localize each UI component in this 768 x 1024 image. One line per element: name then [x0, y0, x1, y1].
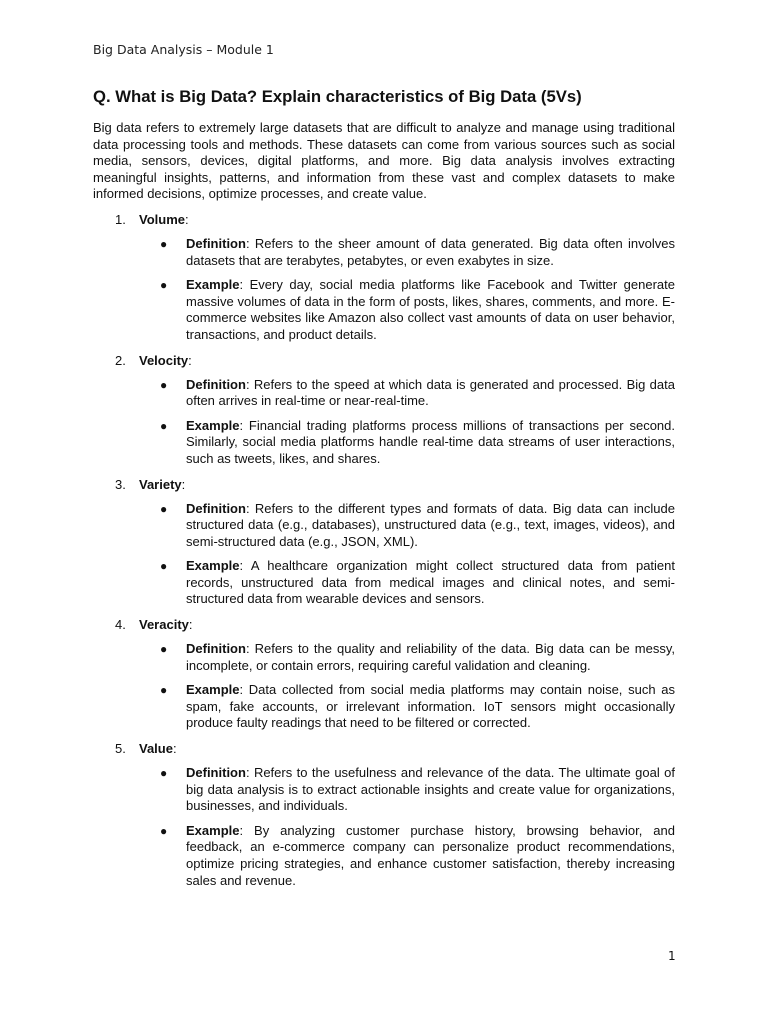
example-label: Example [186, 822, 240, 838]
bullet-icon: ● [160, 418, 168, 433]
page-header: Big Data Analysis – Module 1 [93, 42, 274, 57]
characteristic-number: 1. [115, 211, 126, 227]
characteristic-points [93, 501, 675, 609]
bullet-icon: ● [160, 683, 168, 698]
characteristic-points [93, 765, 675, 889]
characteristic-heading: 2. Velocity: [115, 352, 192, 368]
example-text: : By analyzing customer purchase history, browsing behavior, and feedback, an e-commerce company can personalize product recommendations, optimize pricing strategies, and enhance customer satisfaction, thereby increasing sales and revenue. [186, 822, 675, 888]
example-point [93, 277, 675, 343]
bullet-icon: ● [160, 377, 168, 392]
example-text: : Financial trading platforms process millions of transactions per second. Similarly, social media platforms handle real-time data streams of user interactions, such as tweets, likes, and shares. [186, 417, 675, 466]
bullet-icon: ● [160, 642, 168, 657]
characteristic-name: Velocity [139, 352, 189, 368]
definition-label: Definition [186, 376, 246, 392]
bullet-icon: ● [160, 236, 168, 251]
characteristic-name: Veracity [139, 617, 189, 633]
example-label: Example [186, 277, 240, 293]
characteristic-name: Variety [139, 476, 182, 492]
example-text: : Data collected from social media platforms may contain noise, such as spam, fake accounts, or irrelevant information. IoT sensors might occasionally produce faulty readings that need to be filtered or corrected. [186, 682, 675, 731]
definition-point [93, 765, 675, 815]
characteristic-item [93, 740, 675, 889]
characteristic-points [93, 641, 675, 732]
characteristic-points [93, 236, 675, 344]
characteristic-heading: 5. Value: [115, 741, 177, 757]
characteristic-number: 5. [115, 741, 126, 757]
characteristics-list [93, 211, 675, 889]
question-heading: Q. What is Big Data? Explain characteristics of Big Data (5Vs) [93, 87, 582, 106]
definition-text: : Refers to the quality and reliability of the data. Big data can be messy, incomplete, or contain errors, requiring careful validation and cleaning. [186, 641, 675, 673]
characteristic-item [93, 211, 675, 344]
example-label: Example [186, 558, 240, 574]
example-label: Example [186, 417, 240, 433]
characteristic-number: 2. [115, 352, 126, 368]
characteristic-item [93, 616, 675, 732]
example-text: : Every day, social media platforms like Facebook and Twitter generate massive volumes of data in the form of posts, likes, shares, comments, and more. E-commerce websites like Amazon also collect vast amounts of data on user behavior, transactions, and product details. [186, 277, 675, 342]
intro-paragraph: Big data refers to extremely large datasets that are difficult to analyze and manage using traditional data processing tools and methods. These datasets can come from various sources such as social media, sensors, devices, digital platforms, and more. Big data analysis involves extracting meaningful insights, patterns, and information from these vast and complex datasets to make informed decisions, optimize processes, and create value. [93, 120, 675, 202]
bullet-icon: ● [160, 766, 168, 781]
characteristic-item [93, 476, 675, 609]
characteristic-heading: 1. Volume: [115, 211, 189, 227]
definition-label: Definition [186, 500, 246, 516]
definition-label: Definition [186, 641, 246, 657]
characteristic-heading: 4. Veracity: [115, 617, 193, 633]
characteristic-heading: 3. Variety: [115, 476, 186, 492]
bullet-icon: ● [160, 559, 168, 574]
bullet-icon: ● [160, 823, 168, 838]
definition-text: : Refers to the usefulness and relevance of the data. The ultimate goal of big data analysis is to extract actionable insights and create value for organizations, businesses, and individuals. [186, 765, 675, 814]
definition-point [93, 501, 675, 551]
bullet-icon: ● [160, 501, 168, 516]
definition-label: Definition [186, 235, 246, 251]
definition-point [93, 377, 675, 410]
definition-label: Definition [186, 765, 246, 781]
characteristic-name: Value [139, 741, 173, 757]
example-point [93, 823, 675, 889]
characteristic-points [93, 377, 675, 468]
example-text: : A healthcare organization might collect structured data from patient records, unstructured data from medical images and clinical notes, and semi-structured data from wearable devices and sensors. [186, 558, 675, 607]
characteristic-number: 3. [115, 476, 126, 492]
characteristic-number: 4. [115, 617, 126, 633]
characteristic-name: Volume [139, 211, 185, 227]
definition-point [93, 641, 675, 674]
page-number: 1 [668, 949, 676, 963]
definition-point [93, 236, 675, 269]
definition-text: : Refers to the speed at which data is generated and processed. Big data often arrives in real-time or near-real-time. [186, 376, 675, 409]
example-point [93, 682, 675, 732]
definition-text: : Refers to the sheer amount of data generated. Big data often involves datasets that are terabytes, petabytes, or even exabytes in size. [186, 235, 675, 268]
bullet-icon: ● [160, 278, 168, 293]
example-label: Example [186, 682, 240, 698]
example-point [93, 418, 675, 468]
definition-text: : Refers to the different types and formats of data. Big data can include structured data (e.g., databases), unstructured data (e.g., text, images, videos), and semi-structured data (e.g., JSON, XML). [186, 500, 675, 549]
characteristic-item [93, 352, 675, 468]
example-point [93, 558, 675, 608]
document-body [93, 86, 675, 897]
